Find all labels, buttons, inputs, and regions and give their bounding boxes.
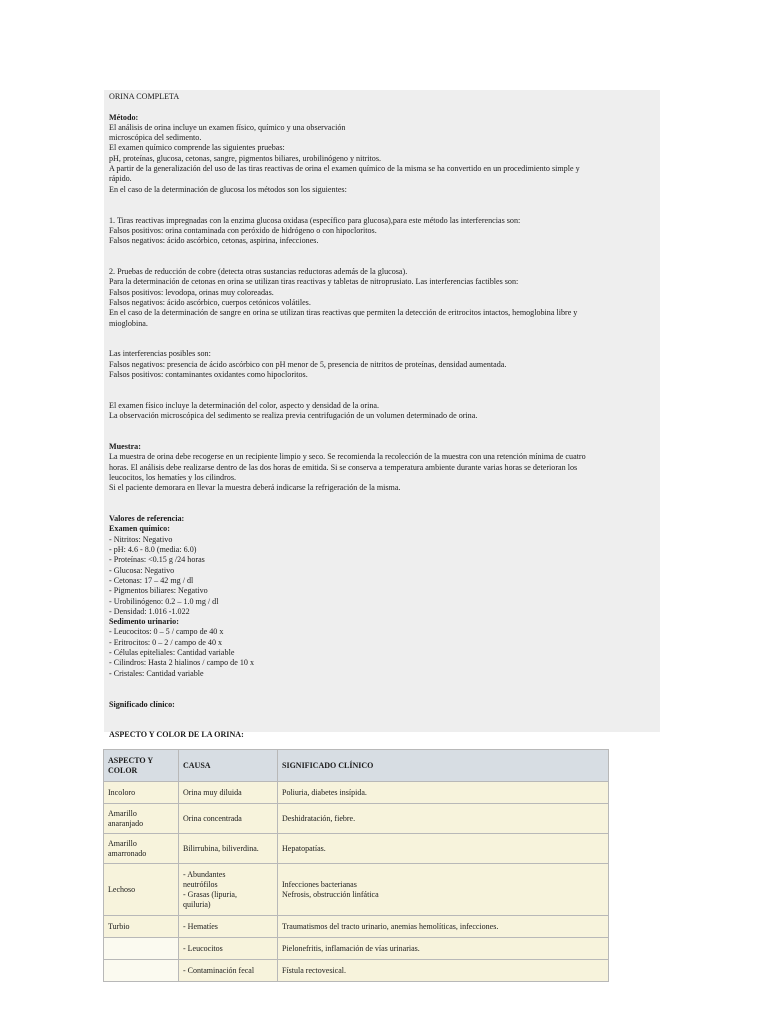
blank-line [109, 102, 655, 112]
text-line: Para la determinación de cetonas en orina se utilizan tiras reactivas y tabletas de nitroprusiato. Las interferencias factibles son: [109, 277, 519, 287]
blank-line [109, 494, 655, 504]
text-line: Falsos positivos: levodopa, orinas muy coloreadas. [109, 287, 274, 297]
aspecto-cell [104, 834, 179, 864]
text-line: La muestra de orina debe recogerse en un recipiente limpio y seco. Se recomienda la recolección de la muestra con una retención mínima de cuatro [109, 452, 586, 462]
text-line: - Densidad: 1.016 -1.022 [109, 606, 190, 616]
text-line: horas. El análisis debe realizarse dentro de las dos horas de emitida. Si se conserva a temperatura ambiente durante varias horas se deterioran los [109, 462, 578, 472]
blank-line [109, 195, 655, 205]
significado-cell [278, 864, 609, 916]
table-header-row [104, 750, 609, 782]
cell-text: amarronado [108, 848, 147, 858]
significado-cell [278, 782, 609, 804]
cell-text: Poliuria, diabetes insípida. [282, 787, 367, 797]
text-line: Falsos negativos: presencia de ácido ascórbico con pH menor de 5, presencia de nitritos de proteínas, densidad aumentada. [109, 359, 507, 369]
urine-color-table-container [103, 749, 609, 982]
text-line: En el caso de la determinación de glucosa los métodos son los siguientes: [109, 184, 347, 194]
significado-cell [278, 938, 609, 960]
text-line: El análisis de orina incluye un examen físico, químico y una observación [109, 122, 346, 132]
cell-text: - Abundantes [183, 869, 226, 879]
text-line: pH, proteínas, glucosa, cetonas, sangre, pigmentos biliares, urobilinógeno y nitritos. [109, 153, 381, 163]
cell-text: Pielonefritis, inflamación de vías urinarias. [282, 943, 420, 953]
text-line: ORINA COMPLETA [109, 92, 180, 101]
cell-text: Amarillo [108, 808, 137, 818]
table-row [104, 782, 609, 804]
text-line: - Nitritos: Negativo [109, 534, 173, 544]
aspecto-cell [104, 804, 179, 834]
significado-cell [278, 960, 609, 982]
cell-text: Incoloro [108, 787, 136, 797]
significado-cell [278, 804, 609, 834]
aspecto-cell [104, 782, 179, 804]
blank-line [109, 205, 655, 215]
cell-text: Lechoso [108, 884, 136, 894]
text-line: - Cristales: Cantidad variable [109, 668, 204, 678]
document-page [104, 90, 660, 740]
blank-line [109, 329, 655, 339]
blank-line [109, 246, 655, 256]
cell-text: - Leucocitos [183, 943, 223, 953]
causa-cell [179, 834, 278, 864]
text-line: - Células epiteliales: Cantidad variable [109, 648, 235, 658]
text-line: Si el paciente demorara en llevar la muestra deberá indicarse la refrigeración de la misma. [109, 483, 401, 493]
header-causa: CAUSA [179, 750, 278, 782]
header-significado: SIGNIFICADO CLÍNICO [278, 750, 609, 782]
causa-cell [179, 782, 278, 804]
cell-text: - Grasas (lipuria, [183, 889, 237, 899]
cell-text: Fístula rectovesical. [282, 965, 346, 975]
blank-line [109, 720, 655, 730]
cell-text: Nefrosis, obstrucción linfática [282, 889, 379, 899]
text-line: Falsos positivos: contaminantes oxidantes como hipocloritos. [109, 370, 308, 380]
aspecto-cell [104, 916, 179, 938]
causa-cell [179, 864, 278, 916]
cell-text: Infecciones bacterianas [282, 879, 357, 889]
blank-line [109, 689, 655, 699]
text-line: leucocitos, los hematíes y los cilindros. [109, 472, 237, 482]
significado-cell [278, 916, 609, 938]
text-line: rápido. [109, 174, 132, 184]
text-line: Falsos negativos: ácido ascórbico, cuerpos cetónicos volátiles. [109, 297, 311, 307]
urine-color-table [103, 749, 609, 982]
blank-line [109, 380, 655, 390]
text-line: - pH: 4.6 - 8.0 (media: 6.0) [109, 545, 197, 555]
cell-text: anaranjado [108, 818, 144, 828]
cell-text: Amarillo [108, 838, 137, 848]
table-row [104, 960, 609, 982]
table-row [104, 938, 609, 960]
blank-line [109, 391, 655, 401]
causa-cell [179, 938, 278, 960]
section-heading: Significado clínico: [109, 699, 175, 709]
cell-text: Deshidratación, fiebre. [282, 813, 356, 823]
cell-text: Traumatismos del tracto urinario, anemias hemolíticas, infecciones. [282, 921, 499, 931]
section-heading: Método: [109, 112, 139, 122]
table-row [104, 804, 609, 834]
text-line: 2. Pruebas de reducción de cobre (detecta otras sustancias reductoras además de la glucosa). [109, 267, 408, 277]
blank-line [109, 679, 655, 689]
cell-text: Orina concentrada [183, 813, 242, 823]
text-line: - Cetonas: 17 – 42 mg / dl [109, 575, 194, 585]
text-line: - Pigmentos biliares: Negativo [109, 586, 208, 596]
cell-text: - Contaminación fecal [183, 965, 255, 975]
text-line: - Proteínas: <0.15 g /24 horas [109, 555, 205, 565]
text-line: 1. Tiras reactivas impregnadas con la enzima glucosa oxidasa (específico para glucosa),para este método las interferencias son: [109, 215, 521, 225]
causa-cell [179, 960, 278, 982]
significado-cell [278, 834, 609, 864]
blank-line [109, 339, 655, 349]
table-row [104, 916, 609, 938]
text-line: La observación microscópica del sedimento se realiza previa centrifugación de un volumen determinado de orina. [109, 411, 478, 421]
aspecto-cell [104, 960, 179, 982]
text-line: El examen físico incluye la determinación del color, aspecto y densidad de la orina. [109, 400, 380, 410]
section-heading: ASPECTO Y COLOR DE LA ORINA: [109, 730, 244, 740]
document-text [104, 90, 660, 743]
causa-cell [179, 916, 278, 938]
text-line: El examen químico comprende las siguientes pruebas: [109, 143, 285, 153]
text-line: Falsos positivos: orina contaminada con peróxido de hidrógeno o con hipocloritos. [109, 225, 377, 235]
text-line: Falsos negativos: ácido ascórbico, cetonas, aspirina, infecciones. [109, 236, 319, 246]
text-line: - Cilindros: Hasta 2 hialinos / campo de 10 x [109, 658, 254, 668]
text-line: mioglobina. [109, 318, 148, 328]
blank-line [109, 422, 655, 432]
text-line: - Leucocitos: 0 – 5 / campo de 40 x [109, 627, 224, 637]
table-row [104, 864, 609, 916]
text-line: - Eritrocitos: 0 – 2 / campo de 40 x [109, 637, 223, 647]
cell-text: Orina muy diluida [183, 787, 242, 797]
text-line: microscópica del sedimento. [109, 133, 202, 143]
section-heading: Valores de referencia: [109, 514, 185, 524]
section-heading: Sedimento urinario: [109, 617, 179, 627]
cell-text: - Hematíes [183, 921, 218, 931]
cell-text: neutrófilos [183, 879, 218, 889]
blank-line [109, 257, 655, 267]
cell-text: quiluria) [183, 899, 211, 909]
aspecto-cell [104, 864, 179, 916]
blank-line [109, 504, 655, 514]
blank-line [109, 710, 655, 720]
text-line: En el caso de la determinación de sangre en orina se utilizan tiras reactivas que permiten la detección de eritrocitos intactos, hemoglobina libre y [109, 308, 578, 318]
cell-text: Hepatopatías. [282, 843, 326, 853]
cell-text: Bilirrubina, biliverdina. [183, 843, 259, 853]
text-line: Las interferencias posibles son: [109, 349, 211, 359]
section-heading: Muestra: [109, 442, 141, 452]
cell-text: Turbio [108, 921, 130, 931]
blank-line [109, 432, 655, 442]
table-row [104, 834, 609, 864]
text-line: - Urobilinógeno: 0.2 – 1.0 mg / dl [109, 596, 219, 606]
header-aspecto: ASPECTO Y COLOR [104, 750, 179, 782]
aspecto-cell [104, 938, 179, 960]
section-heading: Examen químico: [109, 524, 170, 534]
text-line: - Glucosa: Negativo [109, 565, 175, 575]
causa-cell [179, 804, 278, 834]
text-line: A partir de la generalización del uso de las tiras reactivas de orina el examen químico de la misma se ha convertido en un procedimiento simple y [109, 164, 580, 174]
